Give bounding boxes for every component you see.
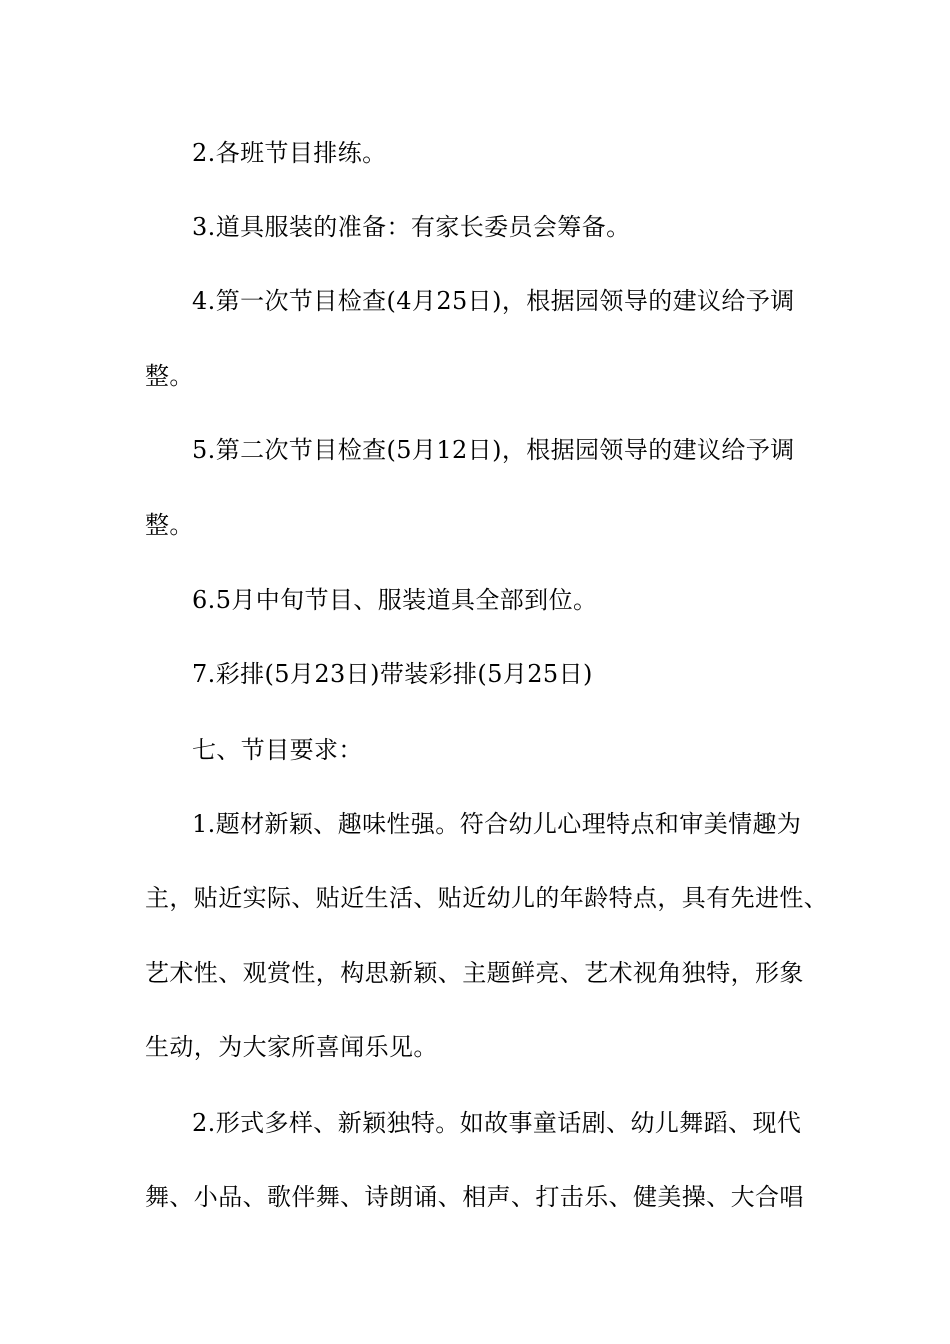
text-line-8: 7.彩排(5月23日)带装彩排(5月25日) [192,660,593,688]
text-line-1: 2.各班节目排练。 [192,139,387,167]
text-line-5: 5.第二次节目检查(5月12日)，根据园领导的建议给予调 [192,436,795,464]
text-line-14: 2.形式多样、新颖独特。如故事童话剧、幼儿舞蹈、现代 [192,1109,802,1137]
text-line-4: 整。 [145,362,194,390]
section-heading: 七、节目要求： [192,736,363,764]
text-line-12: 艺术性、观赏性，构思新颖、主题鲜亮、艺术视角独特，形象 [145,959,804,987]
text-line-10: 1.题材新颖、趣味性强。符合幼儿心理特点和审美情趣为 [192,810,802,838]
text-line-2: 3.道具服装的准备：有家长委员会筹备。 [192,213,631,241]
text-line-11: 主，贴近实际、贴近生活、贴近幼儿的年龄特点，具有先进性、 [145,884,829,912]
text-line-6: 整。 [145,511,194,539]
text-line-15: 舞、小品、歌伴舞、诗朗诵、相声、打击乐、健美操、大合唱 [145,1183,804,1211]
text-line-3: 4.第一次节目检查(4月25日)，根据园领导的建议给予调 [192,287,795,315]
text-line-13: 生动，为大家所喜闻乐见。 [145,1033,438,1061]
text-line-7: 6.5月中旬节目、服装道具全部到位。 [192,586,598,614]
